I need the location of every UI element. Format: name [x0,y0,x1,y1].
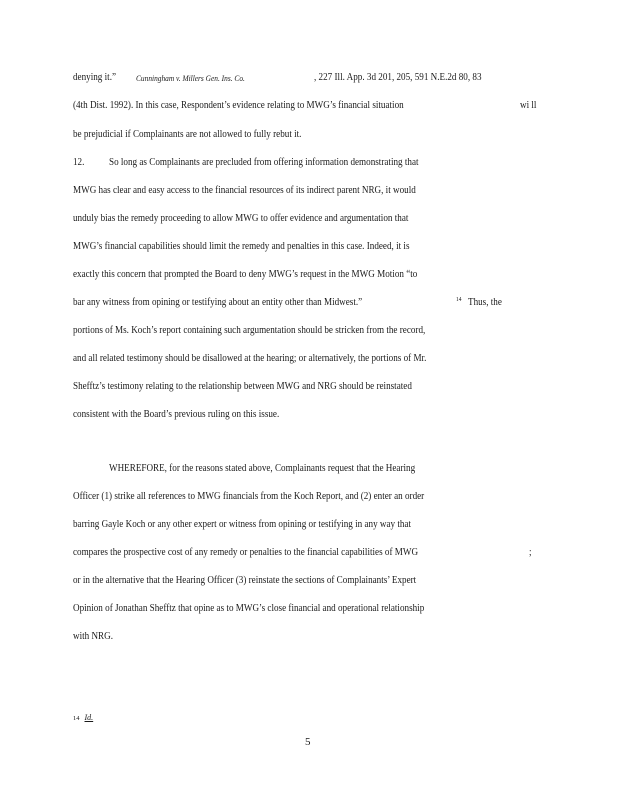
body-line: MWG’s financial capabilities should limit the remedy and penalties in this case. Indeed, it is [73,241,410,252]
footnote-number: 14 [73,715,80,722]
body-line: and all related testimony should be disallowed at the hearing; or alternatively, the portions of Mr. [73,353,427,364]
body-line: unduly bias the remedy proceeding to allow MWG to offer evidence and argumentation that [73,213,409,224]
footnote-reference: 14 [456,296,462,303]
body-line: or in the alternative that the Hearing Officer (3) reinstate the sections of Complainants’ Expert [73,575,417,586]
body-line [73,73,116,84]
body-line: barring Gayle Koch or any other expert or witness from opining or testifying in any way that [73,519,412,530]
body-line: bar any witness from opining or testifying about an entity other than Midwest.” [73,297,363,308]
paragraph-number: 12. [73,157,85,168]
body-line: Opinion of Jonathan Shefftz that opine as to MWG’s close financial and operational relationship [73,603,425,614]
body-line: So long as Complainants are precluded from offering information demonstrating that [109,157,419,168]
body-line: with NRG. [73,631,113,642]
footnote [73,713,93,722]
case-name: Cunningham v. Millers Gen. Ins. Co. [136,73,245,83]
page-number: 5 [305,736,311,748]
body-line: exactly this concern that prompted the Board to deny MWG’s request in the MWG Motion “to [73,269,418,280]
line-end-fragment: Thus, the [468,297,502,308]
body-line: be prejudicial if Complainants are not allowed to fully rebut it. [73,129,302,140]
wherefore-line: WHEREFORE, for the reasons stated above, Complainants request that the Hearing [109,463,416,474]
citation: , 227 Ill. App. 3d 201, 205, 591 N.E.2d 80, 83 [314,72,482,83]
body-line: (4th Dist. 1992). In this case, Respondent’s evidence relating to MWG’s financial situation [73,100,404,111]
body-line: Officer (1) strike all references to MWG financials from the Koch Report, and (2) enter an order [73,491,425,502]
body-line: Shefftz’s testimony relating to the relationship between MWG and NRG should be reinstated [73,381,412,392]
line-text: denying it.” [73,72,117,83]
body-line: consistent with the Board’s previous ruling on this issue. [73,409,280,420]
line-end-fragment: wi ll [520,100,537,111]
body-line: portions of Ms. Koch’s report containing such argumentation should be stricken from the record, [73,325,426,336]
footnote-text: Id. [84,713,94,722]
body-line: MWG has clear and easy access to the financial resources of its indirect parent NRG, it would [73,185,416,196]
body-line: compares the prospective cost of any remedy or penalties to the financial capabilities of MWG [73,547,419,558]
line-end-fragment: ; [529,547,532,558]
